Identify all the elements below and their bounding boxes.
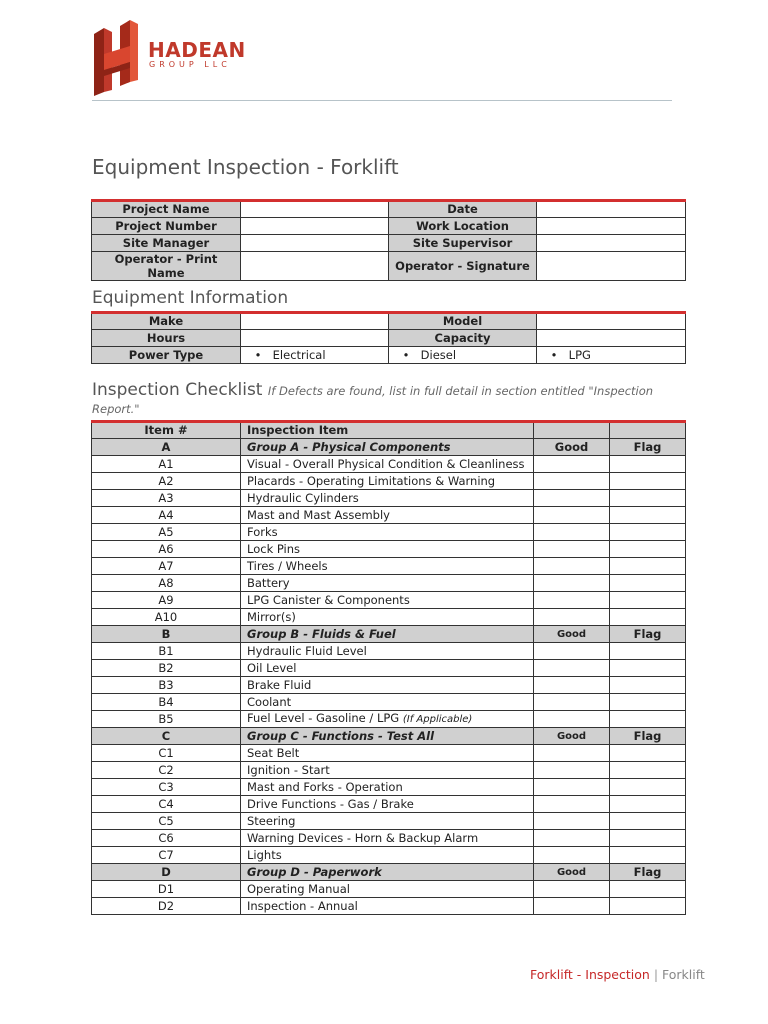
- group-code: C: [92, 728, 241, 745]
- table-row: [92, 201, 686, 218]
- equipment-information-heading: Equipment Information: [92, 288, 289, 308]
- good-checkbox-cell[interactable]: [534, 643, 610, 660]
- good-checkbox-cell[interactable]: [534, 524, 610, 541]
- inspection-item-text: Lock Pins: [247, 541, 301, 556]
- table-row: [92, 762, 686, 779]
- inspection-item: [241, 796, 534, 813]
- logo-subtitle: GROUP LLC: [149, 60, 231, 69]
- good-checkbox-cell[interactable]: [534, 796, 610, 813]
- company-logo: [92, 20, 252, 98]
- flag-checkbox-cell[interactable]: [610, 592, 686, 609]
- defects-note: If Defects are found, list in full detail in section entitled "Inspection Report.": [92, 384, 654, 416]
- model-label: Model: [389, 313, 537, 330]
- good-checkbox-cell[interactable]: [534, 711, 610, 728]
- inspection-checklist-heading: Inspection Checklist: [92, 380, 263, 400]
- inspection-item-text: Mast and Forks - Operation: [247, 779, 403, 794]
- group-header-row: [92, 439, 686, 456]
- inspection-item-text: Inspection - Annual: [247, 898, 358, 913]
- flag-checkbox-cell[interactable]: [610, 796, 686, 813]
- item-number: A5: [92, 524, 241, 541]
- project-name-label: Project Name: [92, 201, 241, 218]
- flag-checkbox-cell[interactable]: [610, 507, 686, 524]
- capacity-label: Capacity: [389, 330, 537, 347]
- item-number: A3: [92, 490, 241, 507]
- inspection-item: [241, 813, 534, 830]
- inspection-item-text: Warning Devices - Horn & Backup Alarm: [247, 830, 479, 845]
- inspection-item: [241, 541, 534, 558]
- site-supervisor-field[interactable]: [537, 235, 686, 252]
- flag-checkbox-cell[interactable]: [610, 898, 686, 915]
- capacity-field[interactable]: [537, 330, 686, 347]
- inspection-item: [241, 677, 534, 694]
- item-number: D1: [92, 881, 241, 898]
- footer-document-name: Forklift - Inspection: [530, 967, 650, 982]
- flag-checkbox-cell[interactable]: [610, 456, 686, 473]
- good-checkbox-cell[interactable]: [534, 592, 610, 609]
- good-checkbox-cell[interactable]: [534, 830, 610, 847]
- inspection-checklist-header: [92, 382, 672, 418]
- work-location-label: Work Location: [389, 218, 537, 235]
- operator-print-name-label: Operator - Print Name: [92, 252, 241, 281]
- page-footer: [530, 967, 705, 982]
- inspection-item-text: Oil Level: [247, 660, 297, 675]
- inspection-item-text: Hydraulic Fluid Level: [247, 643, 367, 658]
- table-row: [92, 609, 686, 626]
- item-number: B3: [92, 677, 241, 694]
- footer-separator: |: [653, 967, 659, 982]
- inspection-item: [241, 779, 534, 796]
- good-checkbox-cell[interactable]: [534, 609, 610, 626]
- inspection-item: [241, 898, 534, 915]
- table-row: [92, 235, 686, 252]
- table-row: [92, 677, 686, 694]
- item-number: A8: [92, 575, 241, 592]
- item-number: A7: [92, 558, 241, 575]
- inspection-item: [241, 507, 534, 524]
- item-number: B2: [92, 660, 241, 677]
- footer-equipment-name: Forklift: [662, 967, 705, 982]
- project-name-field[interactable]: [241, 201, 389, 218]
- flag-checkbox-cell[interactable]: [610, 677, 686, 694]
- item-number: A2: [92, 473, 241, 490]
- flag-checkbox-cell[interactable]: [610, 541, 686, 558]
- good-column-header: Good: [534, 626, 610, 643]
- inspection-item-text: LPG Canister & Components: [247, 592, 410, 607]
- good-checkbox-cell[interactable]: [534, 558, 610, 575]
- item-number: C7: [92, 847, 241, 864]
- group-code: D: [92, 864, 241, 881]
- flag-checkbox-cell[interactable]: [610, 779, 686, 796]
- flag-checkbox-cell[interactable]: [610, 575, 686, 592]
- project-number-label: Project Number: [92, 218, 241, 235]
- inspection-item-header: Inspection Item: [241, 422, 534, 439]
- good-checkbox-cell[interactable]: [534, 473, 610, 490]
- bullet-icon: •: [550, 347, 558, 362]
- flag-checkbox-cell[interactable]: [610, 524, 686, 541]
- group-title: Group C - Functions - Test All: [241, 728, 534, 745]
- flag-checkbox-cell[interactable]: [610, 813, 686, 830]
- item-number: A6: [92, 541, 241, 558]
- equipment-info-table: [91, 311, 686, 364]
- hours-label: Hours: [92, 330, 241, 347]
- flag-checkbox-cell[interactable]: [610, 745, 686, 762]
- inspection-item: [241, 830, 534, 847]
- good-column-header: Good: [534, 728, 610, 745]
- good-checkbox-cell[interactable]: [534, 881, 610, 898]
- inspection-item-text: Hydraulic Cylinders: [247, 490, 359, 505]
- operator-signature-field[interactable]: [537, 252, 686, 281]
- flag-column-header: Flag: [610, 626, 686, 643]
- model-field[interactable]: [537, 313, 686, 330]
- date-field[interactable]: [537, 201, 686, 218]
- inspection-item: [241, 881, 534, 898]
- flag-checkbox-cell[interactable]: [610, 694, 686, 711]
- item-number: A10: [92, 609, 241, 626]
- operator-print-name-field[interactable]: [241, 252, 389, 281]
- group-code: B: [92, 626, 241, 643]
- flag-checkbox-cell[interactable]: [610, 490, 686, 507]
- good-checkbox-cell[interactable]: [534, 575, 610, 592]
- flag-checkbox-cell[interactable]: [610, 643, 686, 660]
- inspection-item-text: Tires / Wheels: [247, 558, 328, 573]
- table-row: [92, 252, 686, 281]
- good-checkbox-cell[interactable]: [534, 541, 610, 558]
- table-row: [92, 694, 686, 711]
- table-row: [92, 313, 686, 330]
- inspection-item: [241, 524, 534, 541]
- good-checkbox-cell[interactable]: [534, 898, 610, 915]
- inspection-item-text: Mast and Mast Assembly: [247, 507, 390, 522]
- inspection-item: [241, 609, 534, 626]
- bullet-icon: •: [402, 347, 410, 362]
- inspection-item-note: (If Applicable): [402, 714, 473, 725]
- good-checkbox-cell[interactable]: [534, 762, 610, 779]
- item-number: A4: [92, 507, 241, 524]
- hours-field[interactable]: [241, 330, 389, 347]
- inspection-item-text: Lights: [247, 847, 282, 862]
- inspection-item-text: Coolant: [247, 694, 292, 709]
- inspection-checklist-table: [91, 420, 686, 915]
- inspection-item: [241, 456, 534, 473]
- power-option-label: Electrical: [272, 347, 326, 362]
- table-row: [92, 575, 686, 592]
- item-number: C1: [92, 745, 241, 762]
- power-type-label: Power Type: [92, 347, 241, 364]
- flag-column-header: Flag: [610, 864, 686, 881]
- flag-column-header: Flag: [610, 728, 686, 745]
- inspection-item-text: Steering: [247, 813, 296, 828]
- site-manager-field[interactable]: [241, 235, 389, 252]
- inspection-item: [241, 762, 534, 779]
- table-row: [92, 507, 686, 524]
- table-row: [92, 779, 686, 796]
- flag-checkbox-cell[interactable]: [610, 830, 686, 847]
- group-header-row: [92, 864, 686, 881]
- inspection-item: [241, 745, 534, 762]
- good-checkbox-cell[interactable]: [534, 779, 610, 796]
- project-number-field[interactable]: [241, 218, 389, 235]
- good-checkbox-cell[interactable]: [534, 456, 610, 473]
- good-checkbox-cell[interactable]: [534, 694, 610, 711]
- page-title: Equipment Inspection - Forklift: [92, 155, 399, 179]
- table-row: [92, 660, 686, 677]
- inspection-item: [241, 490, 534, 507]
- table-row: [92, 330, 686, 347]
- date-label: Date: [389, 201, 537, 218]
- inspection-item-text: Battery: [247, 575, 290, 590]
- inspection-item-text: Forks: [247, 524, 278, 539]
- table-row: [92, 881, 686, 898]
- inspection-item: [241, 473, 534, 490]
- good-checkbox-cell[interactable]: [534, 847, 610, 864]
- item-number: A9: [92, 592, 241, 609]
- make-label: Make: [92, 313, 241, 330]
- table-row: [92, 643, 686, 660]
- item-number: C2: [92, 762, 241, 779]
- flag-checkbox-cell[interactable]: [610, 558, 686, 575]
- table-row: [92, 813, 686, 830]
- inspection-item: [241, 592, 534, 609]
- operator-signature-label: Operator - Signature: [389, 252, 537, 281]
- header-blank: [534, 422, 610, 439]
- header-divider: [92, 100, 672, 101]
- table-row: [92, 592, 686, 609]
- site-supervisor-label: Site Supervisor: [389, 235, 537, 252]
- table-row: [92, 456, 686, 473]
- flag-checkbox-cell[interactable]: [610, 473, 686, 490]
- power-option-electrical[interactable]: [241, 347, 389, 364]
- inspection-item: [241, 558, 534, 575]
- work-location-field[interactable]: [537, 218, 686, 235]
- inspection-item-text: Operating Manual: [247, 881, 350, 896]
- table-row: [92, 830, 686, 847]
- inspection-item: [241, 847, 534, 864]
- table-row: [92, 847, 686, 864]
- group-title: Group D - Paperwork: [241, 864, 534, 881]
- good-checkbox-cell[interactable]: [534, 507, 610, 524]
- table-row: [92, 898, 686, 915]
- item-number: B1: [92, 643, 241, 660]
- flag-column-header: Flag: [610, 439, 686, 456]
- item-number: C6: [92, 830, 241, 847]
- flag-checkbox-cell[interactable]: [610, 762, 686, 779]
- make-field[interactable]: [241, 313, 389, 330]
- flag-checkbox-cell[interactable]: [610, 881, 686, 898]
- item-number: C4: [92, 796, 241, 813]
- logo-wordmark: HADEAN: [148, 38, 246, 62]
- item-number: C3: [92, 779, 241, 796]
- table-row: [92, 745, 686, 762]
- flag-checkbox-cell[interactable]: [610, 609, 686, 626]
- power-option-diesel[interactable]: [389, 347, 537, 364]
- inspection-item: [241, 643, 534, 660]
- inspection-item-text: Visual - Overall Physical Condition & Cleanliness: [247, 456, 525, 471]
- inspection-item-text: Ignition - Start: [247, 762, 330, 777]
- header-blank: [610, 422, 686, 439]
- good-checkbox-cell[interactable]: [534, 813, 610, 830]
- flag-checkbox-cell[interactable]: [610, 711, 686, 728]
- flag-checkbox-cell[interactable]: [610, 660, 686, 677]
- good-checkbox-cell[interactable]: [534, 745, 610, 762]
- power-option-label: LPG: [568, 347, 591, 362]
- site-manager-label: Site Manager: [92, 235, 241, 252]
- table-row: [92, 541, 686, 558]
- inspection-item-text: Drive Functions - Gas / Brake: [247, 796, 414, 811]
- table-row: [92, 711, 686, 728]
- group-title: Group B - Fluids & Fuel: [241, 626, 534, 643]
- inspection-item-text: Fuel Level - Gasoline / LPG: [247, 711, 400, 725]
- hadean-logo-icon: [92, 20, 140, 98]
- bullet-icon: •: [254, 347, 262, 362]
- item-number: D2: [92, 898, 241, 915]
- inspection-item: [241, 711, 534, 728]
- power-option-lpg[interactable]: [537, 347, 686, 364]
- inspection-item-text: Brake Fluid: [247, 677, 312, 692]
- table-row: [92, 473, 686, 490]
- group-code: A: [92, 439, 241, 456]
- group-title: Group A - Physical Components: [241, 439, 534, 456]
- inspection-item-text: Placards - Operating Limitations & Warning: [247, 473, 496, 488]
- group-header-row: [92, 728, 686, 745]
- table-row: [92, 796, 686, 813]
- item-number: B4: [92, 694, 241, 711]
- good-column-header: Good: [534, 864, 610, 881]
- checklist-header-row: [92, 422, 686, 439]
- inspection-item: [241, 575, 534, 592]
- good-checkbox-cell[interactable]: [534, 490, 610, 507]
- table-row: [92, 558, 686, 575]
- group-header-row: [92, 626, 686, 643]
- inspection-item: [241, 660, 534, 677]
- table-row: [92, 490, 686, 507]
- table-row: [92, 347, 686, 364]
- item-number: C5: [92, 813, 241, 830]
- inspection-item: [241, 694, 534, 711]
- good-checkbox-cell[interactable]: [534, 677, 610, 694]
- item-number-header: Item #: [92, 422, 241, 439]
- table-row: [92, 524, 686, 541]
- inspection-item-text: Seat Belt: [247, 745, 300, 760]
- power-option-label: Diesel: [420, 347, 457, 362]
- project-info-table: [91, 199, 686, 281]
- flag-checkbox-cell[interactable]: [610, 847, 686, 864]
- table-row: [92, 218, 686, 235]
- inspection-item-text: Mirror(s): [247, 609, 296, 624]
- good-column-header: Good: [534, 439, 610, 456]
- item-number: A1: [92, 456, 241, 473]
- item-number: B5: [92, 711, 241, 728]
- good-checkbox-cell[interactable]: [534, 660, 610, 677]
